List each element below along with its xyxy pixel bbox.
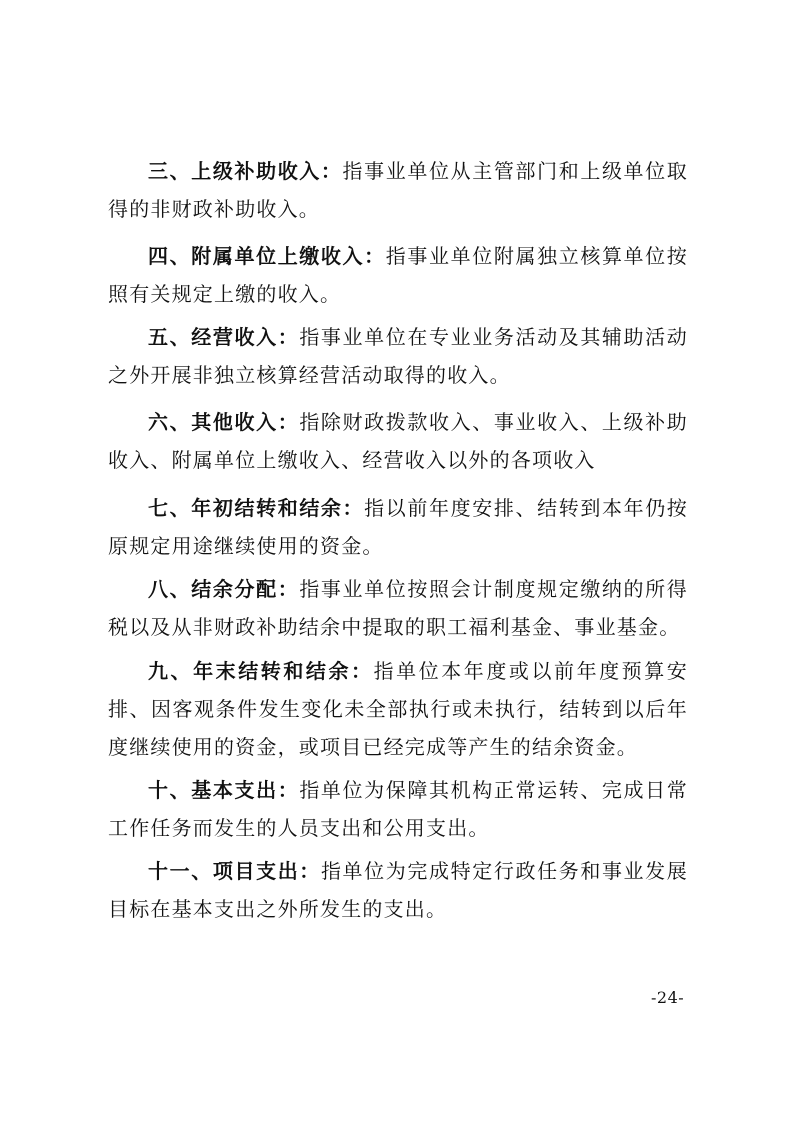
term-surplus-distribution: 八、结余分配： bbox=[148, 577, 300, 601]
definition-opening-carryover: 指以前年度安排、结转到本年仍按原规定用途继续使用的资金。 bbox=[108, 496, 689, 558]
term-basic-expenditure: 十、基本支出： bbox=[148, 778, 300, 802]
paragraph-closing-carryover bbox=[108, 652, 688, 766]
definition-operating-income: 指事业单位在专业业务活动及其辅助活动之外开展非独立核算经营活动取得的收入。 bbox=[108, 325, 688, 387]
term-affiliated-unit-income: 四、附属单位上缴收入： bbox=[148, 244, 386, 268]
paragraph-other-income bbox=[108, 403, 688, 479]
term-project-expenditure: 十一、项目支出： bbox=[148, 859, 321, 883]
definition-other-income: 指除财政拨款收入、事业收入、上级补助收入、附属单位上缴收入、经营收入以外的各项收入 bbox=[108, 410, 688, 472]
paragraph-operating-income bbox=[108, 318, 688, 394]
definition-basic-expenditure: 指单位为保障其机构正常运转、完成日常工作任务而发生的人员支出和公用支出。 bbox=[108, 778, 688, 840]
paragraph-surplus-distribution bbox=[108, 570, 688, 646]
definition-project-expenditure: 指单位为完成特定行政任务和事业发展目标在基本支出之外所发生的支出。 bbox=[108, 859, 688, 921]
paragraph-project-expenditure bbox=[108, 852, 688, 928]
paragraph-basic-expenditure bbox=[108, 771, 688, 847]
definition-surplus-distribution: 指事业单位按照会计制度规定缴纳的所得税以及从非财政补助结余中提取的职工福利基金、事业基金。 bbox=[108, 577, 688, 639]
paragraph-affiliated-unit-income bbox=[108, 237, 688, 313]
paragraph-superior-subsidy-income bbox=[108, 152, 688, 228]
page-number: -24- bbox=[651, 988, 685, 1007]
term-other-income: 六、其他收入： bbox=[148, 410, 300, 434]
term-superior-subsidy-income: 三、上级补助收入： bbox=[148, 159, 343, 183]
definition-superior-subsidy-income: 指事业单位从主管部门和上级单位取得的非财政补助收入。 bbox=[108, 159, 688, 221]
term-closing-carryover: 九、年末结转和结余： bbox=[148, 659, 374, 683]
definition-affiliated-unit-income: 指事业单位附属独立核算单位按照有关规定上缴的收入。 bbox=[108, 244, 688, 306]
paragraph-opening-carryover bbox=[108, 489, 688, 565]
term-operating-income: 五、经营收入： bbox=[148, 325, 300, 349]
term-opening-carryover: 七、年初结转和结余： bbox=[148, 496, 365, 520]
definition-closing-carryover: 指单位本年度或以前年度预算安排、因客观条件发生变化未全部执行或未执行，结转到以后年度继续使用的资金，或项目已经完成等产生的结余资金。 bbox=[108, 659, 688, 759]
